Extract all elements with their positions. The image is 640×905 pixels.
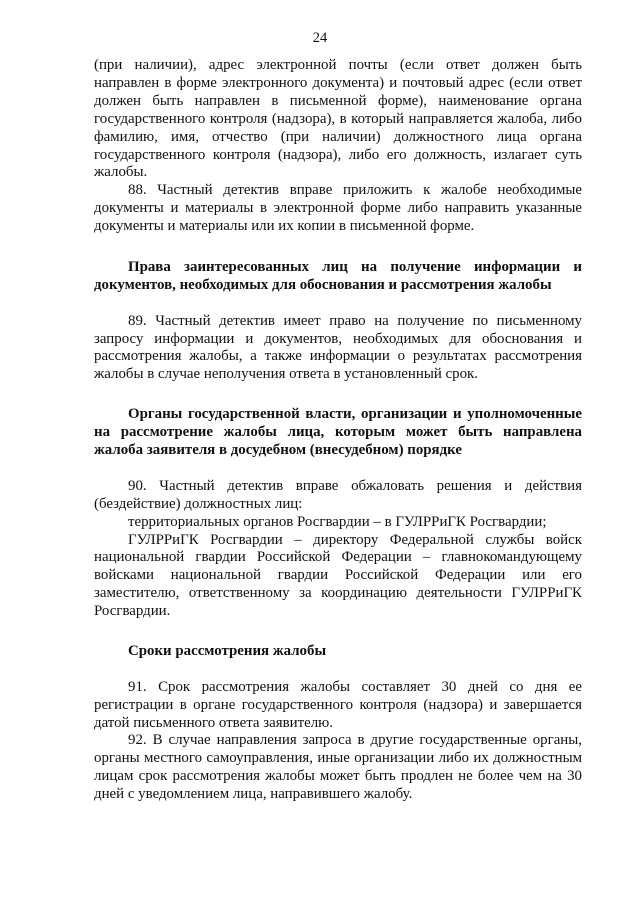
page-number: 24	[312, 30, 328, 46]
paragraph-continuation: (при наличии), адрес электронной почты (если ответ должен быть направлен в форме электронного документа) и почтовый адрес (если ответ должен быть направлен в письменной форме), наименование органа государственного контроля (надзора), в который направляется жалоба, либо фамилию, имя, отчество (при наличии) должностного лица органа государственного контроля (надзора), либо его должность, излагает суть жалобы.	[94, 57, 582, 181]
paragraph-90-item-territorial: территориальных органов Росгвардии – в ГУЛРРиГК Росгвардии;	[128, 513, 547, 530]
paragraph-90: 90. Частный детектив вправе обжаловать решения и действия (бездействие) должностных лиц:	[94, 477, 582, 512]
paragraph-92: 92. В случае направления запроса в другие государственные органы, органы местного самоуправления, иные организации либо их должностным лицам срок рассмотрения жалобы может быть продлен не более чем на 30 дней с уведомлением лица, направившего жалобу.	[94, 732, 582, 803]
paragraph-91: 91. Срок рассмотрения жалобы составляет 30 дней со дня ее регистрации в органе государственного контроля (надзора) и завершается датой письменного ответа заявителю.	[94, 678, 582, 731]
document-body	[94, 57, 582, 804]
paragraph-88: 88. Частный детектив вправе приложить к жалобе необходимые документы и материалы в электронной форме либо направить указанные документы и материалы или их копии в письменной форме.	[94, 182, 582, 235]
paragraph-89: 89. Частный детектив имеет право на получение по письменному запросу информации и документов, необходимых для обоснования и рассмотрения жалобы, а также информации о результатах рассмотрения жалобы в случае неполучения ответа в установленный срок.	[94, 312, 582, 383]
section-heading-rights: Права заинтересованных лиц на получение информации и документов, необходимых для обоснования и рассмотрения жалобы	[94, 258, 582, 293]
paragraph-90-item-gulrrigk: ГУЛРРиГК Росгвардии – директору Федеральной службы войск национальной гвардии Российской Федерации – главнокомандующему войсками национальной гвардии Российской Федерации или его заместителю, ответственному за координацию деятельности ГУЛРРиГК Росгвардии.	[94, 531, 582, 620]
section-heading-terms: Сроки рассмотрения жалобы	[128, 642, 327, 659]
section-heading-authorities: Органы государственной власти, организации и уполномоченные на рассмотрение жалобы лица, которым может быть направлена жалоба заявителя в досудебном (внесудебном) порядке	[94, 406, 582, 458]
